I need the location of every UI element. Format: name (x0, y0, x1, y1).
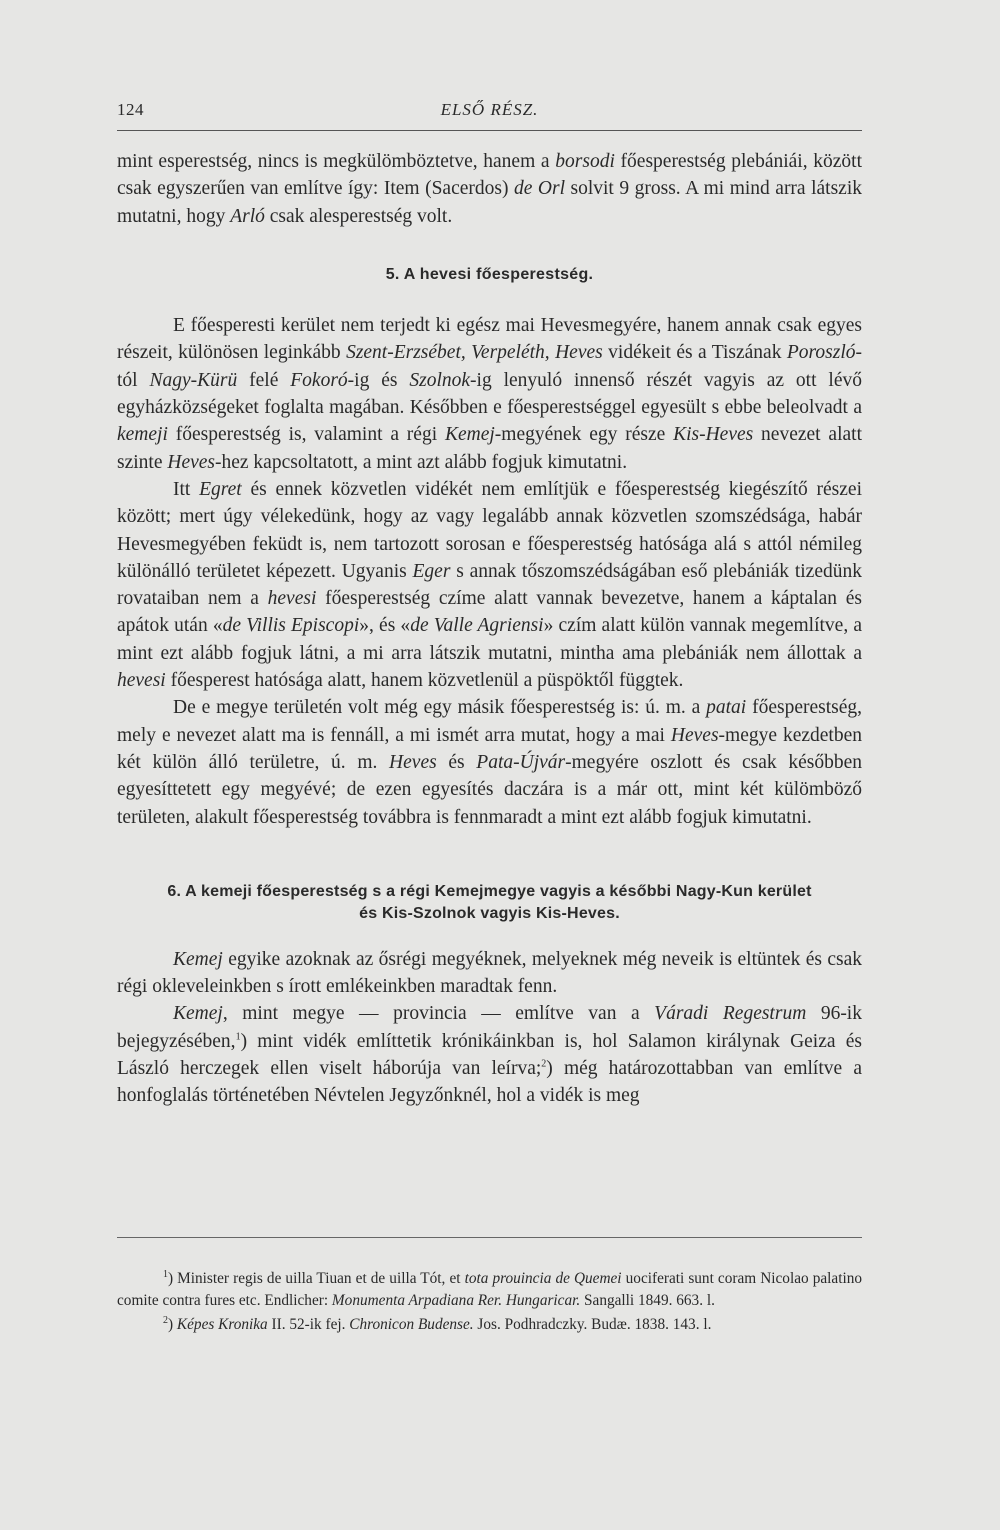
main-text (117, 148, 862, 1110)
footnote-2: $^2$) Képes Kronika II. 52-ik fej. Chronicon Budense. Jos. Podhradczky. Budæ. 1838. 143. l. (163, 1314, 712, 1333)
footnote-ref-1: 1 (235, 1031, 241, 1043)
paragraph-continuation: mint esperestség, nincs is megkülömböztetve, hanem a borsodi főesperestség plebániái, között csak egyszerűen van említve így: Item (Sacerdos) de Orl solvit 9 gross. A mi mind arra látszik mutatni, hogy Arló csak alesperestség volt. (117, 151, 863, 227)
paragraph-kemeji-1: Kemej egyike azoknak az ősrégi megyéknek, melyeknek még neveik is eltüntek és csak régi okleveleinkben s írott emlékeinkben maradtak fenn. (117, 948, 862, 998)
footnote-rule (117, 1237, 862, 1238)
footnote-ref-2: 2 (541, 1058, 547, 1070)
header-rule (117, 130, 862, 131)
footnote-1: $^1$) Minister regis de uilla Tiuan et de uilla Tót, et tota prouincia de Quemei uociferati sunt coram Nicolao palatino comite contra fures etc. Endlicher: Monumenta Arpadiana Rer. Hungaricar. Sangalli 1849. 663. l. (117, 1268, 862, 1309)
page-number: 124 (117, 100, 144, 119)
running-head: ELSŐ RÉSZ. (440, 100, 539, 119)
paragraph-kemeji-2: Kemej, mint megye — provincia — említve van a Váradi Regestrum 96-ik bejegyzésében,$^1$) mint vidék említtetik krónikáinkban is, hol Salamon királynak Geiza és László herczegek ellen viselt háborúja van leírva;$^2$) még határozottabban van említve a honfoglalás történetében Névtelen Jegyzőnknél, hol a vidék is meg (117, 1003, 862, 1107)
paragraph-hevesi-2: Itt Egret és ennek közvetlen vidékét nem említjük e főesperestség kiegészítő részei között; mert úgy vélekedünk, hogy az vagy legalább annak közvetlen szomszédsága, habár Hevesmegyében feküdt is, nem tartozott sorosan e főesperestség hatósága alá s attól némileg különálló területet képezett. Ugyanis Eger s annak tőszomszédságában eső plebániák tizedünk rovataiban nem a hevesi főesperestség czíme alatt vannak bevezetve, hanem a káptalan és apátok után «de Villis Episcopi», és «de Valle Agriensi» czím alatt külön vannak megemlítve, a mint ezt alább fogjuk látni, a mi arra látszik mutatni, mintha ama plebániák nem állottak a hevesi főesperest hatósága alatt, hanem közvetlenül a püspöktől függtek. (117, 478, 863, 692)
paragraph-hevesi-1: E főesperesti kerület nem terjedt ki egész mai Hevesmegyére, hanem annak csak egyes részeit, különösen leginkább Szent-Erzsébet, Verpeléth, Heves vidékeit és a Tiszának Poroszló-tól Nagy-Kürü felé Fokoró-ig és Szolnok-ig lenyuló innenső részét vagyis az ott lévő egyházközségeket foglalta magában. Későbben e főesperestséggel egyesült s ebbe beleolvadt a kemeji főesperestség is, valamint a régi Kemej-megyének egy része Kis-Heves nevezet alatt szinte Heves-hez kapcsoltatott, a mint azt alább fogjuk kimutatni. (117, 315, 862, 473)
section-heading-5: 5. A hevesi főesperestség. (385, 265, 594, 283)
page-header (117, 100, 862, 128)
section-heading-6: 6. A kemeji főesperestség s a régi Kemejmegye vagyis a későbbi Nagy-Kun kerület és Kis-Szolnok vagyis Kis-Heves. (167, 882, 812, 922)
footnotes (117, 1268, 862, 1336)
paragraph-hevesi-3: De e megye területén volt még egy másik főesperestség is: ú. m. a patai főesperestség, mely e nevezet alatt ma is fennáll, a mi ismét arra mutat, hogy a mai Heves-megye kezdetben két külön álló területre, ú. m. Heves és Pata-Újvár-megyére oszlott és csak későbben egyesíttetett egy megyévé; de ezen egyesítés daczára is a már ott, mint két külömböző területen, alakult főesperestség továbbra is fennmaradt a mint ezt alább fogjuk kimutatni. (117, 697, 863, 828)
